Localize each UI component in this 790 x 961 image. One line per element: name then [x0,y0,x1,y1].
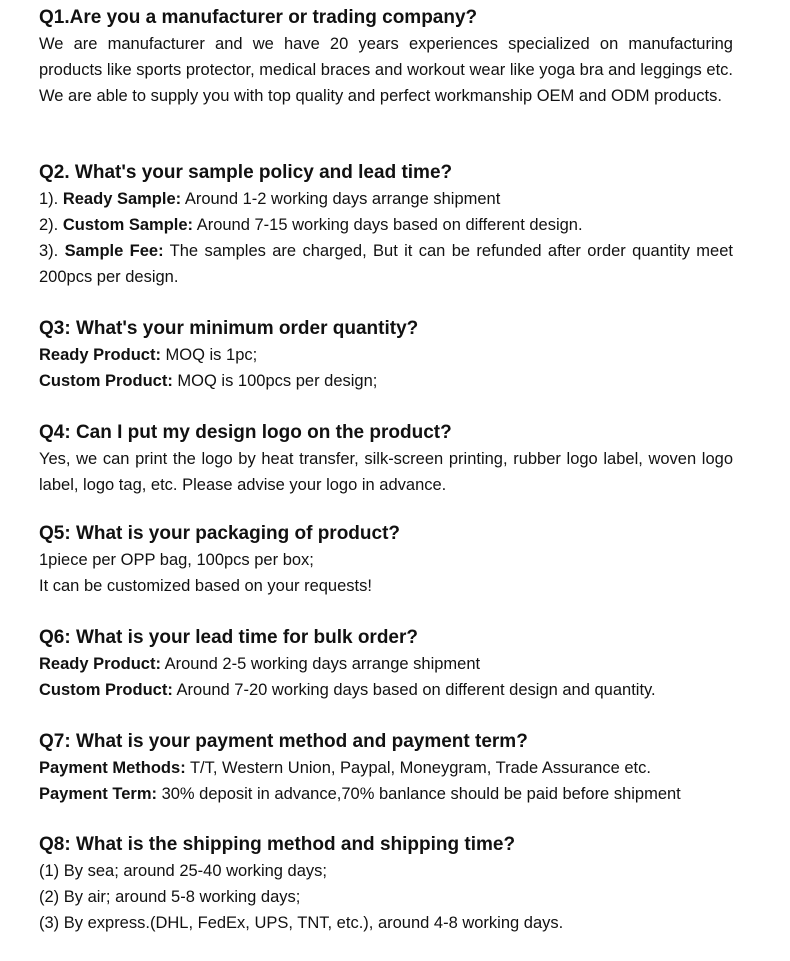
item-label: Custom Product: [39,372,173,390]
question-heading: Q7: What is your payment method and payment term? [39,731,528,752]
answer-line: (3) By express.(DHL, FedEx, UPS, TNT, etc.), around 4-8 working days. [39,914,564,932]
answer-line: 1piece per OPP bag, 100pcs per box; [39,551,314,569]
item-label: Custom Sample: [62,216,194,234]
faq-section-q2 [39,160,733,290]
answer-line [39,755,733,781]
faq-section-q3 [39,316,733,394]
answer-line: (2) By air; around 5-8 working days; [39,888,301,906]
item-text: 30% deposit in advance,70% banlance should be paid before shipment [156,785,681,803]
item-label: Payment Methods: [39,759,186,777]
question-heading: Q4: Can I put my design logo on the product? [39,422,452,443]
answer-line [39,186,733,212]
answer-line [39,238,733,290]
question-heading: Q1.Are you a manufacturer or trading company? [39,7,478,28]
question-heading: Q5: What is your packaging of product? [39,523,401,544]
item-label: Custom Product: [39,681,173,699]
answer-line [39,651,733,677]
answer-line: (1) By sea; around 25-40 working days; [39,862,327,880]
question-heading: Q3: What's your minimum order quantity? [39,318,419,339]
answer-paragraph: We are manufacturer and we have 20 years experiences specialized on manufacturing products like sports protector, medical braces and workout wear like yoga bra and leggings etc. We are able to supply you with top quality and perfect workmanship OEM and ODM products. [39,35,733,105]
answer-line [39,781,733,807]
faq-section-q8 [39,832,733,936]
item-prefix: 3). [39,242,65,260]
answer-line [39,677,733,703]
answer-line: It can be customized based on your requests! [39,577,372,595]
question-heading: Q8: What is the shipping method and shipping time? [39,834,516,855]
faq-section-q7 [39,729,733,807]
item-label: Payment Term: [39,785,157,803]
answer-line [39,368,733,394]
faq-section-q6 [39,625,733,703]
item-label: Ready Product: [39,655,161,673]
item-label: Ready Product: [39,346,161,364]
answer-line [39,212,733,238]
item-prefix: 2). [39,216,63,234]
item-text: MOQ is 1pc; [160,346,258,364]
item-label: Ready Sample: [62,190,182,208]
item-text: Around 7-20 working days based on different design and quantity. [172,681,656,699]
item-text: The samples are charged, But it can be refunded after order quantity meet 200pcs per design. [39,242,733,286]
item-text: Around 7-15 working days based on different design. [193,216,583,234]
item-text: T/T, Western Union, Paypal, Moneygram, Trade Assurance etc. [185,759,651,777]
item-prefix: 1). [39,190,63,208]
question-heading: Q6: What is your lead time for bulk order? [39,627,418,648]
item-text: MOQ is 100pcs per design; [172,372,378,390]
answer-paragraph: Yes, we can print the logo by heat transfer, silk-screen printing, rubber logo label, woven logo label, logo tag, etc. Please advise your logo in advance. [39,450,733,494]
item-label: Sample Fee: [64,242,164,260]
faq-section-q5 [39,521,733,599]
answer-line [39,342,733,368]
item-text: Around 1-2 working days arrange shipment [181,190,501,208]
faq-section-q4 [39,420,733,498]
item-text: Around 2-5 working days arrange shipment [160,655,481,673]
faq-section-q1 [39,5,733,109]
question-heading: Q2. What's your sample policy and lead time? [39,162,453,183]
